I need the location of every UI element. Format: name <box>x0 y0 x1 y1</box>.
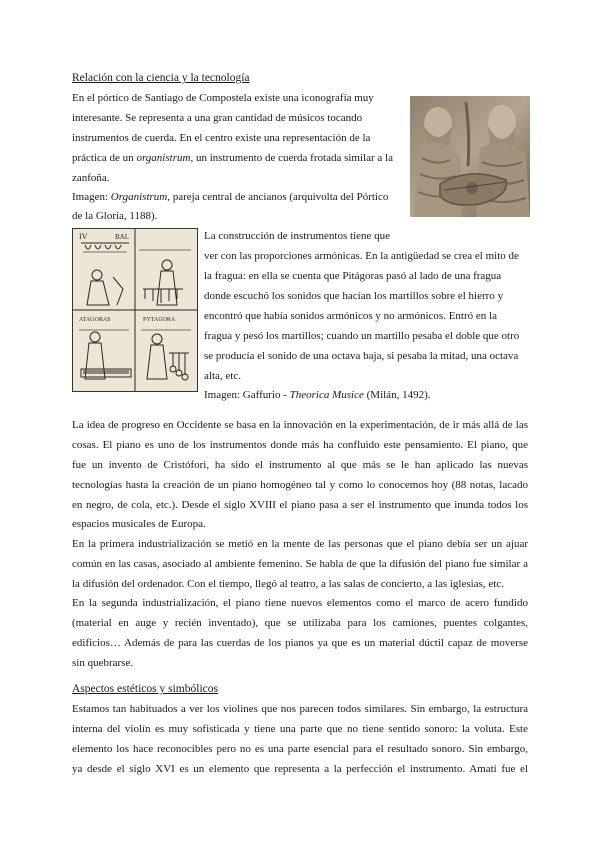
woodcut-label: BAL <box>115 233 129 241</box>
text-line: donde escuchó los sonidos que hacían los martillos sobre el hierro y <box>204 290 504 302</box>
text-line: sin quebrarse. <box>72 657 134 669</box>
woodcut-label: ATAGORAS <box>79 317 111 323</box>
text-line: interna del violín es muy sofisticada y tiene una parte que no tiene sentido sonoro: la voluta. Este <box>72 723 528 735</box>
text-line: La idea de progreso en Occidente se basa en la innovación en la experimentación, de ir más allá de las <box>72 419 528 431</box>
woodcut-label: IV <box>79 232 88 241</box>
image-caption: de la Gloria, 1188). <box>72 210 158 222</box>
text-line: fue un invento de Cristófori, ha sido el instrumento al que más se le han aplicado las nuevas <box>72 459 528 471</box>
text-line: Estamos tan habituados a ver los violines que nos parecen todos similares. Sin embargo, la estructura <box>72 703 528 715</box>
text-line: tecnologías hasta la creación de un piano homogéneo tal y como lo conocemos hoy (88 notas, lacado <box>72 479 528 491</box>
text-line: ver con las proporciones armónicas. En la antigüedad se crea el mito de <box>204 250 519 262</box>
woodcut-illustration <box>73 229 197 391</box>
image-caption: Imagen: Gaffurio - Theorica Musice (Milán, 1492). <box>204 389 431 401</box>
organistrum-sculpture-image <box>410 96 530 217</box>
text-line: alta, etc. <box>204 370 241 382</box>
section-heading-science: Relación con la ciencia y la tecnología <box>72 72 250 84</box>
text-line: fragua y pesó los martillos; cuando un martillo pesaba el doble que otro <box>204 330 520 342</box>
text-line: espacios musicales de Europa. <box>72 518 206 530</box>
image-caption: Imagen: Organistrum, pareja central de ancianos (arquivolta del Pórtico <box>72 191 389 203</box>
text-line: La construcción de instrumentos tiene que <box>204 230 391 242</box>
text-line: interesante. Se representa a una gran cantidad de músicos tocando <box>72 112 363 124</box>
text-line: ya desde el siglo XVI es un elemento que representa a la perfección el instrumento. Amati fue el <box>72 763 528 775</box>
text-line: En el pórtico de Santiago de Compostela existe una iconografía muy <box>72 92 374 104</box>
text-line: elemento los hace reconocibles pero no es una parte esencial para el resultado sonoro. Sin embargo, <box>72 743 528 755</box>
text-line: práctica de un organistrum, un instrumento de cuerda frotada similar a la <box>72 152 393 164</box>
text-line: zanfoña. <box>72 172 110 184</box>
text-line: la fragua: en ella se cuenta que Pitágoras pasó al lado de una fragua <box>204 270 502 282</box>
text-line: en negro, de cola, etc.). Desde el siglo XVIII el piano pasa a ser el instrumento que inunda todos los <box>72 499 528 511</box>
text-line: edificios… Además de para las cuerdas de los pianos ya que es un material dúctil capaz de moverse <box>72 637 528 649</box>
section-heading-aesthetics: Aspectos estéticos y simbólicos <box>72 683 218 695</box>
sculpture-photo <box>410 96 530 217</box>
text-line: (material en auge y recién inventado), que se utilizaba para los camiones, puentes colgantes, <box>72 617 528 629</box>
text-line: cosas. El piano es uno de los instrumentos donde más ha confluido este pensamiento. El piano, que <box>72 439 528 451</box>
text-line: En la segunda industrialización, el piano tiene nuevos elementos como el marco de acero fundido <box>72 597 528 609</box>
woodcut-label: PYTAGORA <box>143 317 176 323</box>
gaffurio-woodcut-image <box>72 228 198 392</box>
text-line: común en las casas, asociado al ambiente femenino. Se habla de que la difusión del piano fue similar a <box>72 558 528 570</box>
text-line: se producía el sonido de una octava baja, si pesaba la mitad, una octava <box>204 350 519 362</box>
text-line: instrumentos de cuerda. En el centro existe una representación de la <box>72 132 371 144</box>
text-line: la difusión del ordenador. Con el tiempo, llegó al teatro, a las salas de concierto, a las iglesias, etc. <box>72 578 504 590</box>
text-line: encontró que había sonidos armónicos y no armónicos. Entró en la <box>204 310 497 322</box>
text-line: En la primera industrialización se metió en la mente de las personas que el piano debía ser un ajuar <box>72 538 528 550</box>
